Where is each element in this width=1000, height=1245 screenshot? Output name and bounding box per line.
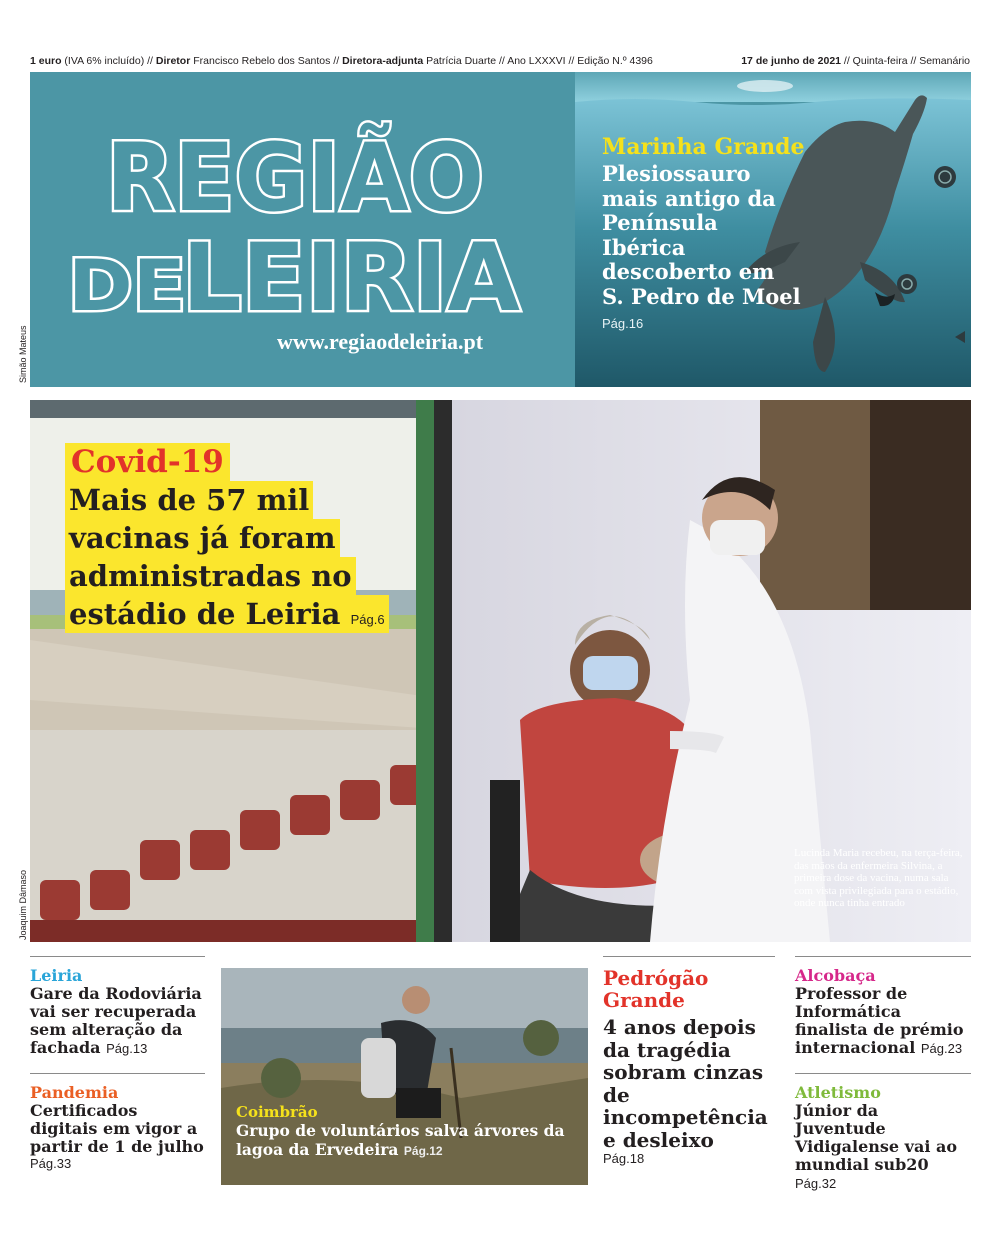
covid-page-ref: Pág.6	[350, 612, 385, 627]
story-leiria[interactable]	[30, 956, 205, 1058]
story-pandemia[interactable]	[30, 1073, 205, 1171]
plesiosaur-headline[interactable]	[602, 162, 802, 337]
price-note: (IVA 6% incluído) //	[61, 55, 156, 67]
covid-title-text: Mais de 57 mil vacinas já foram administradas no estádio de Leiria	[69, 483, 352, 631]
story-kicker: Leiria	[30, 966, 83, 985]
story-kicker: Pandemia	[30, 1083, 119, 1102]
masthead-photo-credit: Simão Mateus	[18, 325, 28, 383]
divider	[795, 1073, 971, 1074]
deputy-director-name: Patrícia Duarte // Ano LXXXVI // Edição N.º 4396	[423, 55, 653, 67]
story-page-ref: Pág.33	[30, 1156, 72, 1171]
story-page-ref: Pág.12	[403, 1144, 443, 1158]
divider	[795, 956, 971, 957]
deputy-director-label: Diretora-adjunta	[342, 55, 424, 67]
covid-title	[65, 481, 389, 633]
plesiosaur-title: Plesiossauro mais antigo da Península Ibérica descoberto em S. Pedro de Moel	[602, 161, 801, 309]
story-title: 4 anos depois da tragédia sobram cinzas de incompetência e desleixo	[603, 1015, 768, 1152]
weekday-frequency: // Quinta-feira // Semanário	[841, 55, 970, 67]
story-title-text: Gare da Rodoviária vai ser recuperada sem alteração da fachada	[30, 984, 202, 1057]
story-pedrogao[interactable]	[603, 956, 775, 1166]
director-label: Diretor	[155, 55, 191, 67]
edition-info-bar	[30, 53, 970, 69]
lead-photo-credit: Joaquim Dâmaso	[18, 869, 28, 940]
story-kicker: Alcobaça	[795, 966, 876, 985]
story-atletismo[interactable]	[795, 1073, 971, 1193]
story-title	[795, 985, 971, 1058]
story-title-text: Certificados digitais em vigor a partir de 1 de julho	[30, 1101, 204, 1156]
issue-date	[741, 55, 970, 67]
photo-caption: Lucinda Maria recebeu, na terça-feira, das mãos da enfermeira Silvina, a primeira dose da vacina, numa sala com vista privilegiada para o estádio, onde nunca tinha entrado	[794, 847, 963, 909]
coimbrao-headline	[236, 1103, 581, 1161]
director-name: Francisco Rebelo dos Santos //	[190, 55, 343, 67]
date: 17 de junho de 2021	[741, 55, 842, 67]
covid-kicker: Covid-19	[65, 443, 230, 481]
logo-line-de: DE	[68, 245, 186, 327]
story-title	[30, 1102, 205, 1156]
story-title	[795, 1102, 971, 1193]
story-title	[30, 985, 205, 1058]
marinha-grande-kicker: Marinha Grande	[602, 134, 805, 160]
story-kicker: Coimbrão	[236, 1103, 318, 1121]
story-kicker: Atletismo	[795, 1083, 881, 1102]
story-page-ref: Pág.23	[920, 1041, 963, 1056]
story-kicker: Pedrógão Grande	[603, 966, 709, 1012]
divider	[30, 1073, 205, 1074]
plesiosaur-page-ref: Pág.16	[602, 316, 644, 331]
story-page-ref: Pág.32	[795, 1176, 837, 1191]
story-title-text: Júnior da Juventude Vidigalense vai ao mundial sub20	[795, 1101, 958, 1174]
lead-photo	[30, 400, 971, 942]
story-coimbrao[interactable]	[221, 968, 588, 1185]
website-url[interactable]: www.regiaodeleiria.pt	[277, 329, 484, 354]
story-title-text: Grupo de voluntários salva árvores da lagoa da Ervedeira	[236, 1121, 565, 1159]
covid-headline[interactable]	[65, 443, 385, 639]
story-title	[236, 1121, 581, 1161]
edition-details	[30, 55, 653, 67]
divider	[30, 956, 205, 957]
logo-line-leiria: LEIRIA	[182, 224, 521, 332]
logo-line-regiao: REGIÃO	[106, 124, 508, 233]
story-page-ref: Pág.13	[106, 1041, 148, 1056]
divider	[603, 956, 775, 957]
story-alcobaca[interactable]	[795, 956, 971, 1058]
story-page-ref: Pág.18	[603, 1151, 645, 1166]
masthead	[30, 72, 971, 387]
story-title-text: Professor de Informática finalista de prémio internacional	[795, 984, 964, 1057]
price: 1 euro	[30, 55, 62, 67]
newspaper-logo	[30, 72, 570, 332]
